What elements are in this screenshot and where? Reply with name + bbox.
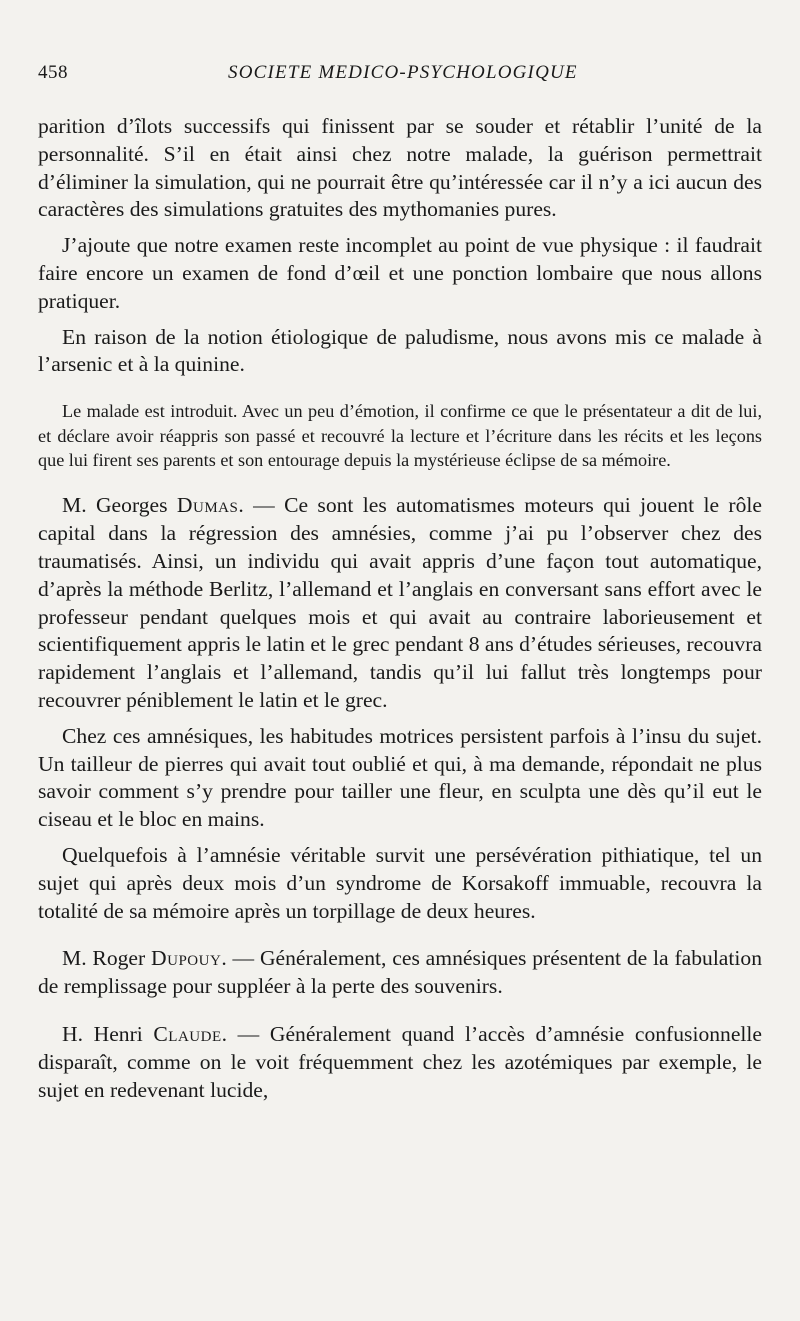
paragraph-perseveration: Quelquefois à l’amnésie véritable survit une persévération pithiatique, tel un sujet qui après deux mois d’un syndrome de Korsakoff immuable, recouvra la totalité de sa mémoire après un torpillage de deux heures. (38, 842, 762, 923)
paragraph-continuation: parition d’îlots successifs qui finissent par se souder et rétablir l’unité de la personnalité. S’il en était ainsi chez notre malade, la guérison permettrait d’éliminer la simulation, qui ne pourrait être qu’intéressée car il n’y a ici aucun des caractères des simulations gratuites des mythomanies pures. (38, 114, 762, 222)
page-header (38, 62, 762, 90)
paragraph-text: . — Généralement quand l’accès d’amnésie confusionnelle disparaît, comme on le voit fréquemment chez les azotémiques par exemple, le sujet en redevenant lucide, (38, 1021, 762, 1102)
paragraph-examen: J’ajoute que notre examen reste incomplet au point de vue physique : il faudrait faire encore un examen de fond d’œil et une ponction lombaire que nous allons pratiquer. (38, 233, 762, 313)
paragraph-traitement: En raison de la notion étiologique de paludisme, nous avons mis ce malade à l’arsenic et à la quinine. (38, 324, 762, 377)
body-text (38, 113, 762, 1104)
speaker-name: Dupouy (151, 946, 222, 971)
speaker-name: Dumas (176, 493, 239, 518)
speaker-prefix: M. Roger (62, 946, 152, 971)
paragraph-text: . — Ce sont les automatismes moteurs qui jouent le rôle capital dans la régression des amnésies, comme j’ai pu l’observer chez des traumatisés. Ainsi, un individu qui avait appris d’une façon tout automatique, d’après la méthode Berlitz, l’allemand et l’anglais en conversant sans effort avec le professeur pendant quelques mois et qui avait au contraire laborieusement et scientifiquement appris le latin et le grec pendant 8 ans d’études sérieuses, recouvra rapidement l’anglais et l’allemand, tandis qu’il lui fallut très longtemps pour recouvrer péniblement le latin et le grec. (38, 493, 762, 712)
page-number: 458 (38, 62, 68, 83)
paragraph-claude (38, 1021, 762, 1104)
running-title: SOCIETE MEDICO-PSYCHOLOGIQUE (228, 62, 578, 83)
paragraph-dupouy (38, 945, 762, 1001)
speaker-prefix: M. Georges (62, 493, 177, 518)
paragraph-text: . — Généralement, ces amnésiques présentent de la fabulation de remplissage pour suppléer à la perte des souvenirs. (38, 946, 762, 999)
speaker-prefix: H. Henri (62, 1021, 154, 1046)
paragraph-habitudes: Chez ces amnésiques, les habitudes motrices persistent parfois à l’insu du sujet. Un tailleur de pierres qui avait tout oublié et qui, à ma demande, répondait ne plus savoir comment s’y prendre pour tailler une fleur, en sculpta une dès qu’il eut le ciseau et le bloc en mains. (38, 723, 762, 832)
paragraph-dumas (38, 492, 762, 714)
paragraph-malade-introduit: Le malade est introduit. Avec un peu d’émotion, il confirme ce que le présentateur a dit de lui, et déclare avoir réappris son passé et recouvré la lecture et l’écriture dans les récits et les leçons que lui firent ses parents et son entourage depuis la mystérieuse éclipse de sa mémoire. (38, 401, 762, 470)
speaker-name: Claude (153, 1021, 222, 1046)
